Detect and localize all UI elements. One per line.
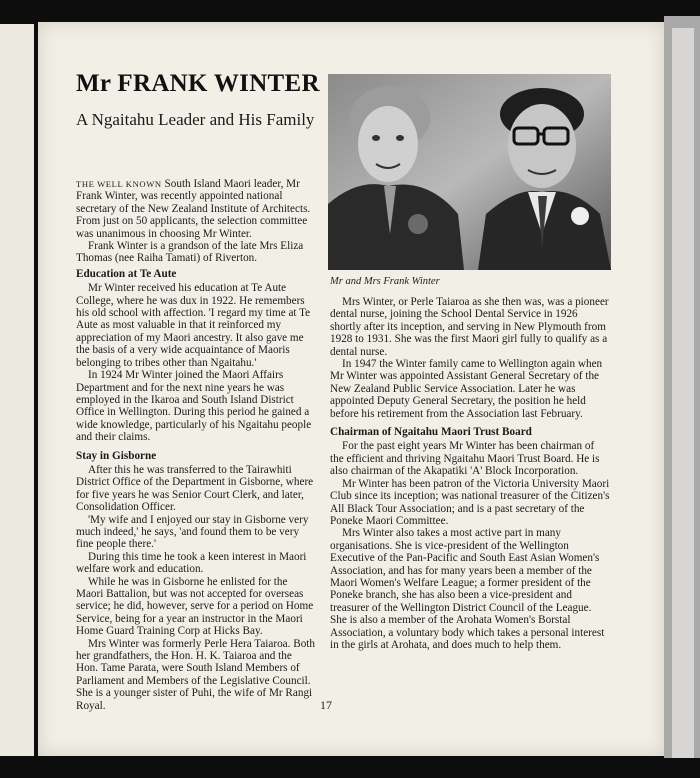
paragraph: Mrs Winter was formerly Perle Hera Taiaroa. Both her grandfathers, the Hon. H. K. Taiaroa and the Hon. Tame Parata, were South Island Members of Parliament and Members of the Legislative Council. She is a younger sister of Puhi, the wife of Mr Rangi Royal. [76,637,316,712]
paragraph: 'My wife and I enjoyed our stay in Gisborne very much indeed,' he says, 'and found them to be very fine people there.' [76,513,309,551]
photo-mr-and-mrs-winter [328,74,611,270]
paragraph: Mrs Winter, or Perle Taiaroa as she then was, was a pioneer dental nurse, joining the School Dental Service in 1926 shortly after its inception, and serving in New Plymouth from 1928 to 1931. She was the first Maori girl fully to qualify as a dental nurse. [330,296,609,358]
section-heading-gisborne: Stay in Gisborne [76,449,157,462]
paragraph: During this time he took a keen interest in Maori welfare work and education. [76,550,307,576]
section-heading-education: Education at Te Aute [76,267,177,280]
intro-text: South Island Maori leader, Mr Frank Winter, was recently appointed national secretary of the New Zealand Institute of Architects. From just on 50 applicants, the selection committee was unanimous in choosing Mr Winter. [76,178,311,240]
paragraph: Mr Winter received his education at Te Aute College, where he was dux in 1922. He remembers his old school with affection. 'I regard my time at Te Aute as most valuable in that it reinforced my appreciation of my Maori ancestry. It also gave me the basis of a very wide acquaintance of Maoris belonging to tribes other than Ngaitahu.' [76,282,311,369]
paragraph: For the past eight years Mr Winter has been chairman of the efficient and thriving Ngaitahu Maori Trust Board. He is also chairman of the Akapatiki 'A' Block Incorporation. [330,440,600,478]
paragraph: After this he was transferred to the Tairawhiti District Office of the Department in Gisborne, where for five years he was Senior Court Clerk, and later, Consolidation Officer. [76,463,314,514]
intro-paragraph [76,178,316,240]
photo-caption: Mr and Mrs Frank Winter [330,276,440,287]
article-title: Mr FRANK WINTER [76,70,320,97]
page-stack-edge [664,16,700,758]
paragraph: Mrs Winter also takes a most active part in many organisations. She is vice-president of the Wellington Executive of the Pan-Pacific and South East Asian Women's Association, and has for many years been a member of the Maori Women's Welfare League; a former president of the Poneke branch, she has also been a vice-president and treasurer of the Wellington District Council of the League. She is also a member of the Arohata Women's Borstal Association, a voluntary body which takes a personal interest in the girls at Arohata, and does much to help them. [330,527,605,651]
section-heading-chairman: Chairman of Ngaitahu Maori Trust Board [330,426,532,439]
left-column [76,178,316,712]
paragraph: While he was in Gisborne he enlisted for the Maori Battalion, but was not accepted for overseas service; he did, however, serve for a period on Home Service, being for a year an instructor in the Maori Home Guard Training Corp at Hicks Bay. [76,575,314,638]
article-subtitle: A Ngaitahu Leader and His Family [76,110,315,129]
photo-illustration [328,74,611,270]
page-number: 17 [320,698,332,712]
paragraph: In 1947 the Winter family came to Wellington again when Mr Winter was appointed Assistant General Secretary of the New Zealand Public Service Association. Later he was appointed Deputy General Secretary, the position he held before his retirement from the Association last February. [330,358,603,420]
previous-page-edge [0,24,34,756]
paragraph: Frank Winter is a grandson of the late Mrs Eliza Thomas (nee Raiha Tamati) of Riverton. [76,240,304,265]
right-column [330,296,610,651]
intro-smallcaps: THE WELL KNOWN [76,179,162,189]
paragraph: In 1924 Mr Winter joined the Maori Affairs Department and for the next nine years he was employed in the Ikaroa and South Island District Office in Wellington. During this period he gained a wide knowledge, particularly of his Ngaitahu people and their claims. [76,369,312,444]
paragraph: Mr Winter has been patron of the Victoria University Maori Club since its inception; was national treasurer of the Citizen's All Black Tour Association; and is a past secretary of the Poneke Maori Committee. [330,477,610,527]
